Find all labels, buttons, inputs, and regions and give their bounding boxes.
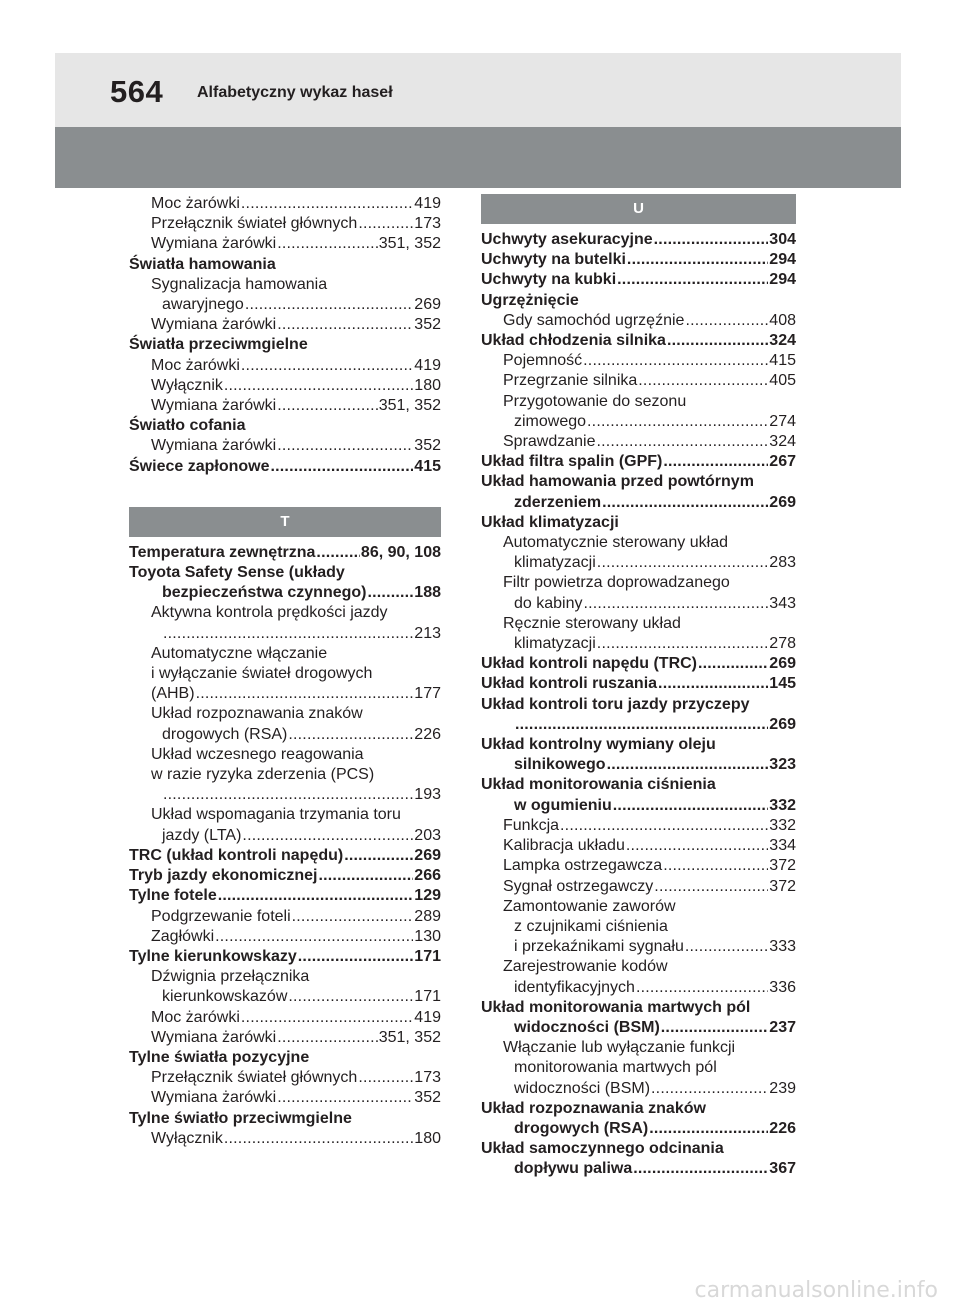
index-entry-text: Wymiana żarówki — [151, 397, 277, 415]
dot-leader — [316, 543, 360, 563]
index-entry — [481, 1119, 796, 1139]
dot-leader — [583, 351, 768, 371]
index-column-left — [129, 194, 441, 1149]
index-entry-text: Układ kontroli napędu (TRC) — [481, 655, 697, 673]
page-reference: 351, 352 — [378, 1028, 441, 1046]
letter-section-header: T — [129, 507, 441, 537]
dot-leader — [663, 452, 768, 472]
dot-leader — [218, 886, 414, 906]
index-entry — [481, 331, 796, 351]
dot-leader — [292, 907, 414, 927]
dot-leader — [288, 987, 413, 1007]
index-entry — [129, 987, 441, 1007]
page-reference: 343 — [769, 594, 796, 612]
dot-leader — [613, 796, 769, 816]
dot-leader — [667, 331, 768, 351]
index-entry — [129, 214, 441, 234]
index-entry-text: Przełącznik świateł głównych — [151, 215, 358, 233]
dot-leader — [277, 315, 413, 335]
dot-leader — [685, 311, 768, 331]
index-entry-text: Wyłącznik — [151, 1129, 223, 1147]
index-entry-text: Uchwyty na kubki — [481, 271, 617, 289]
page-reference: 415 — [769, 352, 796, 370]
index-heading: Układ monitorowania ciśnienia — [481, 776, 716, 794]
index-entry — [129, 376, 441, 396]
index-entry-text: Tryb jazdy ekonomicznej — [129, 867, 318, 885]
index-subline: Aktywna kontrola prędkości jazdy — [151, 604, 388, 622]
index-entry-text: drogowych (RSA) — [162, 725, 288, 743]
page-reference: 332 — [769, 816, 796, 834]
index-entry — [481, 755, 796, 775]
index-entry-text: Wymiana żarówki — [151, 1028, 277, 1046]
page-reference: 419 — [414, 1008, 441, 1026]
index-entry — [129, 785, 441, 805]
page-reference: 274 — [769, 412, 796, 430]
index-entry — [129, 866, 441, 886]
index-entry — [129, 927, 441, 947]
index-entry — [129, 396, 441, 416]
index-entry — [481, 715, 796, 735]
dot-leader — [584, 594, 769, 614]
page-reference: 173 — [414, 1069, 441, 1087]
index-entry — [129, 194, 441, 214]
index-entry-text: Pojemność — [503, 352, 583, 370]
index-entry — [129, 725, 441, 745]
dot-leader — [602, 493, 768, 513]
page-reference: 180 — [414, 376, 441, 394]
page-reference: 203 — [414, 826, 441, 844]
page-reference: 226 — [769, 1119, 796, 1137]
page-reference: 278 — [769, 635, 796, 653]
index-entry-text: dopływu paliwa — [514, 1160, 633, 1178]
index-subline: Ręcznie sterowany układ — [503, 614, 681, 632]
index-heading: Światła przeciwmgielne — [129, 336, 308, 354]
index-entry-text: (AHB) — [151, 685, 195, 703]
page-reference: 351, 352 — [378, 397, 441, 415]
page-reference: 332 — [769, 796, 796, 814]
index-entry-text: Wymiana żarówki — [151, 1089, 277, 1107]
page-reference: 372 — [769, 877, 796, 895]
index-entry-text: Tylne kierunkowskazy — [129, 947, 297, 965]
index-entry-text: Przełącznik świateł głównych — [151, 1069, 358, 1087]
dot-leader — [560, 816, 768, 836]
index-entry — [129, 1068, 441, 1088]
page-reference: 269 — [414, 296, 441, 314]
page-reference: 294 — [769, 271, 796, 289]
index-entry — [129, 234, 441, 254]
index-entry — [481, 816, 796, 836]
index-heading: Układ kontroli toru jazdy przyczepy — [481, 695, 750, 713]
dot-leader — [196, 684, 414, 704]
index-heading: Tylne światło przeciwmgielne — [129, 1109, 352, 1127]
index-entry-text: Moc żarówki — [151, 195, 240, 212]
index-entry-text: identyfikacyjnych — [514, 978, 635, 996]
dot-leader — [242, 826, 413, 846]
index-subline: Dźwignia przełącznika — [151, 968, 310, 986]
index-entry — [481, 270, 796, 290]
section-title: Alfabetyczny wykaz haseł — [197, 84, 393, 101]
dot-leader — [658, 674, 768, 694]
index-entry-text: Świece zapłonowe — [129, 457, 270, 475]
index-entry-text: Wymiana żarówki — [151, 316, 277, 334]
dot-leader — [241, 356, 413, 376]
dot-leader — [224, 1129, 413, 1149]
index-entry — [481, 432, 796, 452]
dot-leader — [277, 234, 378, 254]
dot-leader — [270, 457, 413, 477]
index-entry-text: bezpieczeństwa czynnego) — [162, 584, 367, 602]
index-entry — [129, 907, 441, 927]
index-entry — [481, 493, 796, 513]
index-entry-text: TRC (układ kontroli napędu) — [129, 846, 344, 864]
index-subline: Układ rozpoznawania znaków — [151, 705, 363, 723]
header-band — [55, 127, 901, 188]
index-entry-text: klimatyzacji — [514, 635, 596, 653]
index-entry — [129, 457, 441, 477]
dot-leader — [224, 376, 413, 396]
index-entry-text: Zagłówki — [151, 927, 215, 945]
index-entry-text: Wymiana żarówki — [151, 437, 277, 455]
page-reference: 188 — [414, 584, 441, 602]
dot-leader — [597, 553, 769, 573]
index-subline: Zamontowanie zaworów — [503, 897, 676, 915]
page-reference: 269 — [769, 655, 796, 673]
index-subline: Automatycznie sterowany układ — [503, 534, 728, 552]
index-entry — [481, 1159, 796, 1179]
index-entry — [129, 436, 441, 456]
page-reference: 289 — [414, 907, 441, 925]
page-reference: 171 — [414, 947, 441, 965]
index-entry-text: Wyłącznik — [151, 376, 223, 394]
index-entry — [129, 315, 441, 335]
index-entry — [481, 351, 796, 371]
page-reference: 324 — [769, 332, 796, 350]
dot-leader — [587, 412, 768, 432]
index-subline: Automatyczne włączanie — [151, 644, 328, 662]
index-entry — [481, 230, 796, 250]
index-subline: Włączanie lub wyłączanie funkcji — [503, 1039, 736, 1057]
index-entry-text: awaryjnego — [162, 296, 244, 314]
dot-leader — [651, 1079, 768, 1099]
dot-leader — [358, 1068, 413, 1088]
dot-leader — [358, 214, 413, 234]
dot-leader — [277, 396, 378, 416]
index-entry — [481, 796, 796, 816]
page-reference: 239 — [769, 1079, 796, 1097]
index-entry-text: i przekaźnikami sygnału — [514, 938, 684, 956]
index-entry — [129, 1088, 441, 1108]
page-reference: 352 — [414, 437, 441, 455]
page-reference: 180 — [414, 1129, 441, 1147]
index-subline: w razie ryzyka zderzenia (PCS) — [151, 766, 375, 784]
index-entry-text: Podgrzewanie foteli — [151, 907, 291, 925]
index-subline: Sygnalizacja hamowania — [151, 275, 328, 293]
dot-leader — [698, 654, 768, 674]
index-heading: Układ rozpoznawania znaków — [481, 1099, 706, 1117]
index-entry — [481, 978, 796, 998]
page-reference: 333 — [769, 938, 796, 956]
dot-leader — [277, 436, 413, 456]
dot-leader — [515, 715, 768, 735]
index-entry-text: Moc żarówki — [151, 1008, 240, 1026]
index-heading: Światło cofania — [129, 417, 246, 435]
page-number: 564 — [110, 74, 164, 109]
index-entry-text: Uchwyty asekuracyjne — [481, 231, 653, 248]
spacer — [129, 477, 441, 507]
watermark: carmanualsonline.info — [694, 1278, 938, 1303]
dot-leader — [654, 877, 768, 897]
index-entry — [129, 356, 441, 376]
index-entry-text: silnikowego — [514, 756, 606, 774]
dot-leader — [627, 250, 768, 270]
dot-leader — [163, 785, 413, 805]
index-entry-text: Sprawdzanie — [503, 433, 596, 451]
page-reference: 294 — [769, 251, 796, 269]
page-reference: 334 — [769, 837, 796, 855]
page-reference: 130 — [414, 927, 441, 945]
header-bar — [55, 53, 901, 135]
index-entry — [481, 452, 796, 472]
index-entry — [481, 1018, 796, 1038]
index-entry — [129, 583, 441, 603]
index-subline: Filtr powietrza doprowadzanego — [503, 574, 730, 592]
page-reference: 193 — [414, 786, 441, 804]
index-entry — [129, 624, 441, 644]
index-heading: Układ klimatyzacji — [481, 513, 619, 531]
page-reference: 324 — [769, 433, 796, 451]
index-entry-text: Sygnał ostrzegawczy — [503, 877, 654, 895]
page-reference: 177 — [414, 685, 441, 703]
index-column-right — [481, 194, 796, 1180]
dot-leader — [597, 432, 769, 452]
index-entry — [129, 826, 441, 846]
index-subline: i wyłączanie świateł drogowych — [151, 665, 373, 683]
index-heading: Układ kontrolny wymiany oleju — [481, 736, 716, 754]
dot-leader — [685, 937, 768, 957]
page-reference: 336 — [769, 978, 796, 996]
dot-leader — [597, 634, 769, 654]
index-entry-text: jazdy (LTA) — [162, 826, 242, 844]
index-entry-text: Układ kontroli ruszania — [481, 675, 658, 693]
dot-leader — [277, 1088, 413, 1108]
dot-leader — [607, 755, 769, 775]
page-reference: 129 — [414, 887, 441, 905]
page-reference: 408 — [769, 311, 796, 329]
index-entry-text: Funkcja — [503, 816, 560, 834]
page-reference: 237 — [769, 1018, 796, 1036]
index-entry-text: Lampka ostrzegawcza — [503, 857, 663, 875]
page-reference: 304 — [769, 231, 796, 248]
index-subline: monitorowania martwych pól — [514, 1059, 717, 1077]
index-entry — [481, 877, 796, 897]
dot-leader — [626, 836, 768, 856]
dot-leader — [277, 1028, 378, 1048]
index-subline: z czujnikami ciśnienia — [514, 917, 668, 935]
page-reference: 419 — [414, 195, 441, 212]
dot-leader — [215, 927, 413, 947]
index-entry-text: w ogumieniu — [514, 796, 612, 814]
index-heading: Tylne światła pozycyjne — [129, 1048, 310, 1066]
index-heading: Układ hamowania przed powtórnym — [481, 473, 754, 491]
index-heading: Układ monitorowania martwych pól — [481, 998, 751, 1016]
index-entry-text: Układ chłodzenia silnika — [481, 332, 666, 350]
index-entry-text: Przegrzanie silnika — [503, 372, 638, 390]
index-entry — [129, 1008, 441, 1028]
dot-leader — [638, 371, 768, 391]
index-entry — [481, 1079, 796, 1099]
page-reference: 269 — [414, 846, 441, 864]
page-reference: 171 — [414, 988, 441, 1006]
page-reference: 415 — [414, 457, 441, 475]
index-entry-text: klimatyzacji — [514, 554, 596, 572]
dot-leader — [654, 230, 769, 250]
page-reference: 372 — [769, 857, 796, 875]
dot-leader — [633, 1159, 768, 1179]
page-reference: 226 — [414, 725, 441, 743]
index-entry-text: zderzeniem — [514, 493, 602, 511]
dot-leader — [319, 866, 414, 886]
index-entry-text: Gdy samochód ugrzęźnie — [503, 311, 685, 329]
index-subline: Przygotowanie do sezonu — [503, 392, 687, 410]
index-entry — [129, 886, 441, 906]
dot-leader — [298, 947, 414, 967]
letter-section-header: U — [481, 194, 796, 224]
index-subline: Układ wczesnego reagowania — [151, 745, 364, 763]
index-heading: Toyota Safety Sense (układy — [129, 564, 345, 582]
index-entry — [481, 836, 796, 856]
index-entry-text: Kalibracja układu — [503, 837, 625, 855]
index-heading: Układ samoczynnego odcinania — [481, 1140, 724, 1158]
index-entry — [481, 250, 796, 270]
page-reference: 173 — [414, 215, 441, 233]
index-entry-text: drogowych (RSA) — [514, 1119, 649, 1137]
index-subline: Zarejestrowanie kodów — [503, 958, 668, 976]
index-entry — [481, 553, 796, 573]
dot-leader — [661, 1018, 769, 1038]
index-entry-text: widoczności (BSM) — [514, 1018, 660, 1036]
dot-leader — [245, 295, 413, 315]
index-entry-text: kierunkowskazów — [162, 988, 288, 1006]
index-entry — [481, 634, 796, 654]
page-reference: 213 — [414, 624, 441, 642]
page-reference: 283 — [769, 554, 796, 572]
dot-leader — [368, 583, 414, 603]
page-reference: 266 — [414, 867, 441, 885]
page-reference: 267 — [769, 453, 796, 471]
index-entry-text: Wymiana żarówki — [151, 235, 277, 253]
index-entry — [481, 371, 796, 391]
dot-leader — [241, 194, 413, 214]
dot-leader — [344, 846, 413, 866]
index-entry — [129, 1129, 441, 1149]
index-entry — [481, 412, 796, 432]
index-entry — [129, 1028, 441, 1048]
index-entry-text: do kabiny — [514, 594, 583, 612]
index-entry-text: Tylne fotele — [129, 887, 217, 905]
index-entry-text: zimowego — [514, 412, 587, 430]
dot-leader — [649, 1119, 768, 1139]
dot-leader — [288, 725, 413, 745]
index-heading: Światła hamowania — [129, 255, 276, 273]
dot-leader — [241, 1008, 413, 1028]
dot-leader — [617, 270, 768, 290]
page-reference: 269 — [769, 715, 796, 733]
index-entry — [481, 311, 796, 331]
index-entry-text: widoczności (BSM) — [514, 1079, 651, 1097]
index-entry-text: Układ filtra spalin (GPF) — [481, 453, 663, 471]
page-reference: 269 — [769, 493, 796, 511]
page-reference: 352 — [414, 316, 441, 334]
index-subline: Układ wspomagania trzymania toru — [151, 806, 401, 824]
page-reference: 351, 352 — [378, 235, 441, 253]
index-entry — [129, 543, 441, 563]
index-entry — [481, 654, 796, 674]
index-entry — [129, 947, 441, 967]
page-reference: 323 — [769, 756, 796, 774]
page-reference: 352 — [414, 1089, 441, 1107]
dot-leader — [163, 624, 413, 644]
index-entry — [481, 856, 796, 876]
index-entry — [481, 594, 796, 614]
page-reference: 367 — [769, 1160, 796, 1178]
index-entry-text: Moc żarówki — [151, 356, 240, 374]
page-reference: 145 — [769, 675, 796, 693]
index-entry-text: Uchwyty na butelki — [481, 251, 626, 269]
page-reference: 86, 90, 108 — [360, 543, 441, 561]
index-entry — [481, 937, 796, 957]
index-entry — [129, 295, 441, 315]
dot-leader — [663, 856, 768, 876]
page-reference: 419 — [414, 356, 441, 374]
index-entry — [481, 674, 796, 694]
dot-leader — [636, 978, 768, 998]
page-reference: 405 — [769, 372, 796, 390]
index-entry-text: Temperatura zewnętrzna — [129, 543, 316, 561]
index-entry — [129, 684, 441, 704]
index-heading: Ugrzężnięcie — [481, 291, 579, 309]
index-entry — [129, 846, 441, 866]
